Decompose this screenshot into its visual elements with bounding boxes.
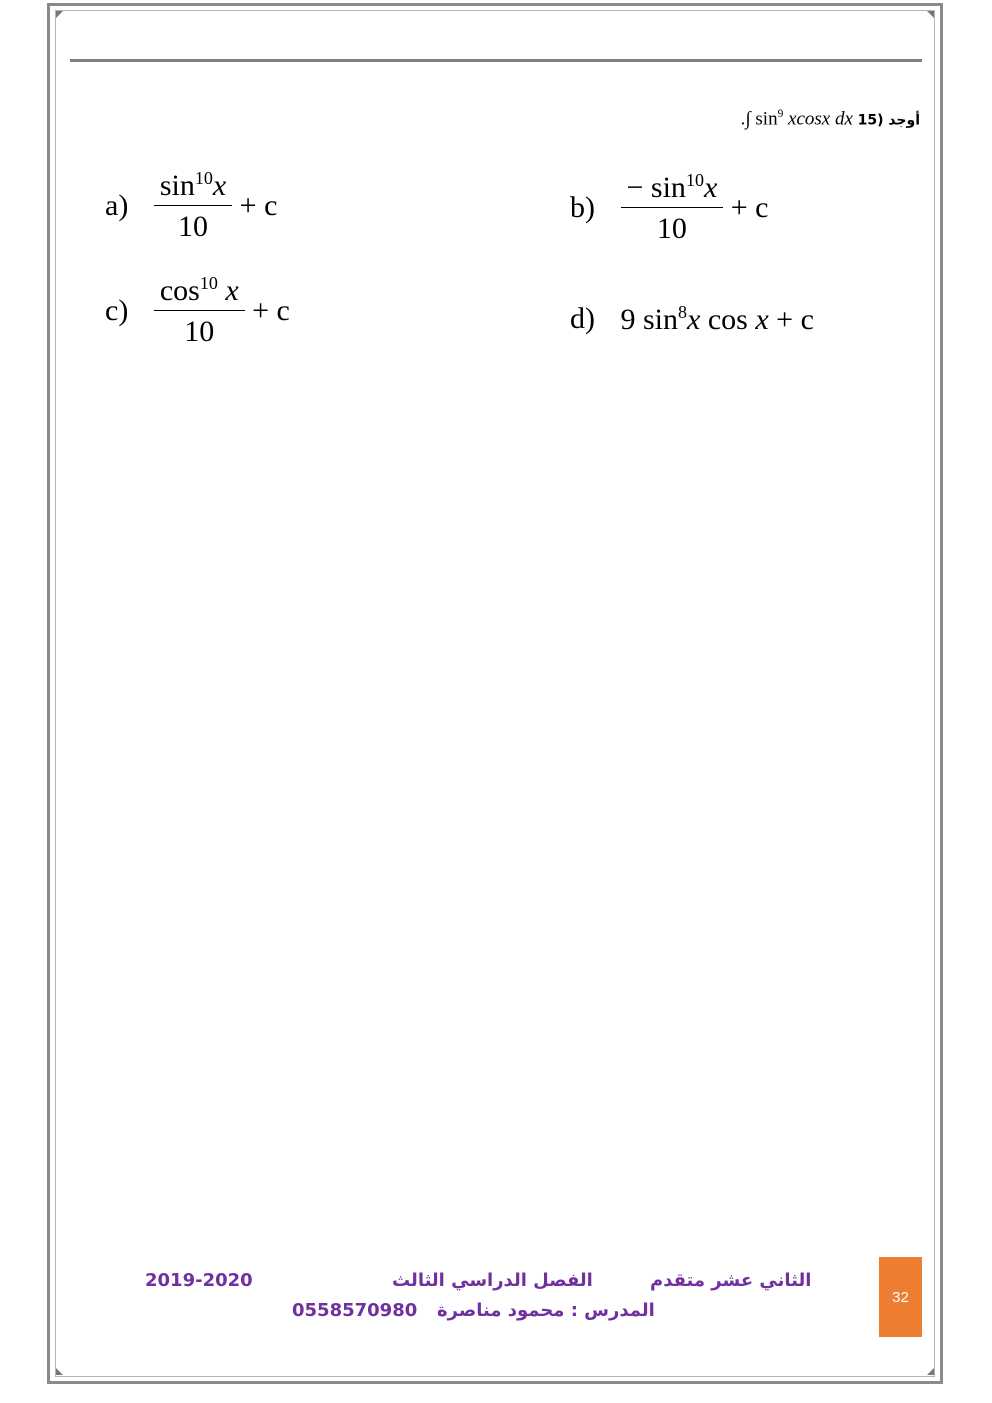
option-d-var: x [687, 302, 701, 336]
question-func: sin [755, 108, 778, 130]
option-b-fn: − sin [626, 171, 686, 204]
option-d-coef: 9 sin [620, 302, 679, 336]
question-number: (15 [857, 112, 884, 129]
footer-phone: 0558570980 [292, 1300, 418, 1321]
option-b-constant: + c [730, 191, 769, 224]
footer-teacher: المدرس : محمود مناصرة [437, 1300, 655, 1321]
corner-mark [56, 1368, 63, 1375]
corner-mark [927, 1368, 934, 1375]
option-d-constant: + c [768, 302, 814, 336]
option-b-label: b) [570, 191, 595, 224]
option-d-expression [621, 302, 814, 337]
option-b-exp: 10 [685, 170, 704, 190]
option-c-numerator [154, 273, 245, 311]
option-a-fraction [154, 168, 232, 244]
option-c-constant: + c [252, 294, 290, 327]
question-exp: 9 [777, 108, 784, 120]
option-d-cos: cos [700, 302, 756, 336]
option-c-fraction [154, 273, 245, 349]
corner-mark [56, 11, 63, 18]
option-d-label: d) [570, 302, 595, 336]
option-a-var: x [212, 169, 227, 202]
footer-term: الفصل الدراسي الثالث [392, 1270, 593, 1291]
question-body: xcosx dx [788, 108, 853, 130]
option-c-fn: cos [159, 274, 200, 307]
option-b-denominator: 10 [656, 212, 687, 245]
question-15 [741, 108, 920, 130]
header-rule [70, 59, 922, 62]
page-number-badge [879, 1257, 922, 1337]
page-number: 32 [892, 1288, 909, 1306]
option-a-label: a) [105, 189, 129, 222]
option-c-var: x [225, 274, 239, 307]
option-c-label: c) [105, 294, 129, 327]
integral-sign: ∫ [745, 108, 751, 130]
option-a-numerator [154, 168, 232, 206]
option-c-denominator: 10 [184, 315, 215, 348]
option-c-exp: 10 [199, 273, 218, 293]
footer-grade: الثاني عشر متقدم [650, 1270, 812, 1291]
option-a-fn: sin [159, 169, 195, 202]
option-d-var2: x [755, 302, 769, 336]
question-end: . [740, 108, 746, 130]
option-a-constant: + c [239, 189, 278, 222]
option-b-fraction [621, 170, 724, 246]
option-a-denominator: 10 [177, 210, 208, 243]
option-a-exp: 10 [194, 168, 213, 188]
footer-year: 2019-2020 [145, 1270, 253, 1291]
option-c [105, 273, 290, 349]
question-prompt: أوجد [888, 112, 920, 129]
corner-mark [927, 11, 934, 18]
option-b-var: x [703, 171, 718, 204]
option-d-exp: 8 [678, 301, 688, 322]
option-b-numerator [621, 170, 724, 208]
option-b [570, 170, 769, 246]
option-a [105, 168, 277, 244]
option-d [570, 300, 814, 337]
